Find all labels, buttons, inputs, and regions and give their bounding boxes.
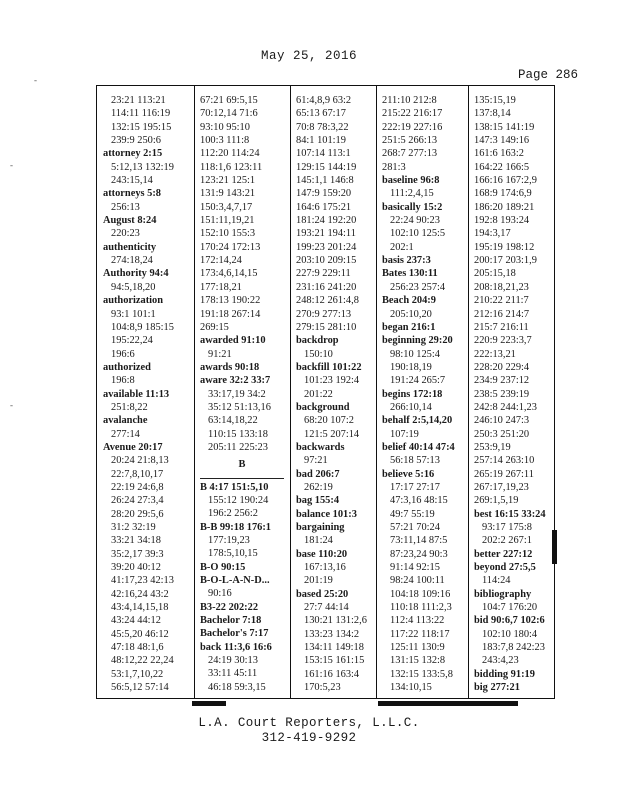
index-reference: 112:4 113:22 — [390, 615, 445, 627]
bottom-edge-marker — [192, 701, 226, 706]
index-reference: 68:20 107:2 — [304, 415, 354, 427]
index-reference: 177:18,21 — [200, 281, 242, 293]
index-reference: 190:18,19 — [390, 361, 432, 373]
index-reference: 161:16 163:4 — [304, 668, 360, 680]
column-divider — [468, 86, 469, 698]
index-reference: 269:15 — [200, 321, 229, 333]
index-term: B3-22 202:22 — [200, 601, 259, 613]
index-term: base 110:20 — [296, 548, 348, 560]
index-term: Bachelor's 7:17 — [200, 628, 269, 640]
index-reference: 239:9 250:6 — [111, 135, 161, 147]
index-reference: 153:15 161:15 — [304, 655, 365, 667]
index-column-1 — [103, 94, 187, 694]
index-reference: 94:5,18,20 — [111, 281, 156, 293]
index-reference: 102:10 180:4 — [482, 628, 538, 640]
index-reference: 24:19 30:13 — [208, 655, 258, 667]
index-reference: 118:1,6 123:11 — [200, 161, 263, 173]
index-term: Beach 204:9 — [382, 295, 436, 307]
index-reference: 134:11 149:18 — [304, 642, 364, 654]
index-reference: 45:5,20 46:12 — [111, 628, 169, 640]
index-reference: 201:19 — [304, 575, 333, 587]
index-reference: 211:10 212:8 — [382, 95, 437, 106]
index-reference: 41:17,23 42:13 — [111, 575, 174, 587]
index-term: aware 32:2 33:7 — [200, 375, 271, 387]
index-term: backdrop — [296, 335, 339, 347]
index-reference: 93:1 101:1 — [111, 308, 156, 320]
index-reference: 70:8 78:3,22 — [296, 121, 349, 133]
index-term: believe 5:16 — [382, 468, 435, 480]
index-reference: 205:15,18 — [474, 268, 516, 280]
index-reference: 199:23 201:24 — [296, 241, 357, 253]
column-divider — [290, 86, 291, 698]
reporter-company: L.A. Court Reporters, L.L.C. — [198, 716, 420, 730]
index-reference: 166:16 167:2,9 — [474, 175, 537, 187]
index-reference: 129:15 144:19 — [296, 161, 357, 173]
index-column-2 — [200, 94, 284, 694]
index-reference: 22:24 90:23 — [390, 215, 440, 227]
index-term: Avenue 20:17 — [103, 441, 163, 453]
index-reference: 123:21 125:1 — [200, 175, 256, 187]
index-term: bid 90:6,7 102:6 — [474, 615, 545, 627]
index-reference: 35:12 51:13,16 — [208, 401, 271, 413]
index-reference: 173:4,6,14,15 — [200, 268, 258, 280]
index-term: attorneys 5:8 — [103, 188, 162, 200]
index-reference: 274:18,24 — [111, 255, 153, 267]
index-reference: 220:9 223:3,7 — [474, 335, 532, 347]
index-reference: 87:23,24 90:3 — [390, 548, 448, 560]
index-reference: 281:3 — [382, 161, 406, 173]
index-term: bibliography — [474, 588, 532, 600]
index-reference: 112:20 114:24 — [200, 148, 260, 160]
section-letter: B — [238, 459, 246, 471]
index-reference: 234:9 237:12 — [474, 375, 530, 387]
index-reference: 202:2 267:1 — [482, 535, 532, 547]
index-term: better 227:12 — [474, 548, 533, 560]
index-reference: 48:12,22 22,24 — [111, 655, 174, 667]
index-reference: 53:1,7,10,22 — [111, 668, 164, 680]
index-reference: 212:16 214:7 — [474, 308, 530, 320]
index-reference: 47:3,16 48:15 — [390, 495, 448, 507]
index-term: basically 15:2 — [382, 201, 443, 213]
index-reference: 195:19 198:12 — [474, 241, 535, 253]
index-reference: 193:21 194:11 — [296, 228, 356, 240]
index-reference: 90:16 — [208, 588, 232, 600]
index-reference: 61:4,8,9 63:2 — [296, 95, 352, 106]
index-reference: 200:17 203:1,9 — [474, 255, 537, 267]
index-reference: 201:22 — [304, 388, 333, 400]
index-reference: 135:15,19 — [474, 95, 516, 106]
index-reference: 47:18 48:1,6 — [111, 642, 164, 654]
index-term: beyond 27:5,5 — [474, 562, 536, 574]
index-reference: 17:17 27:17 — [390, 481, 440, 493]
index-reference: 191:18 267:14 — [200, 308, 261, 320]
index-reference: 196:2 256:2 — [208, 508, 258, 520]
index-term: available 11:13 — [103, 388, 170, 400]
bottom-edge-marker — [378, 701, 518, 706]
index-reference: 164:6 175:21 — [296, 201, 352, 213]
index-term: attorney 2:15 — [103, 148, 163, 160]
index-reference: 150:3,4,7,17 — [200, 201, 253, 213]
index-reference: 98:10 125:4 — [390, 348, 440, 360]
reporter-phone: 312-419-9292 — [261, 731, 357, 745]
index-term: B-B 99:18 176:1 — [200, 521, 271, 533]
index-term: belief 40:14 47:4 — [382, 441, 455, 453]
index-reference: 104:18 109:16 — [390, 588, 451, 600]
index-reference: 243:15,14 — [111, 175, 153, 187]
index-reference: 172:14,24 — [200, 255, 242, 267]
index-reference: 39:20 40:12 — [111, 562, 161, 574]
index-reference: 27:7 44:14 — [304, 602, 349, 614]
index-reference: 147:3 149:16 — [474, 135, 530, 147]
index-reference: 220:23 — [111, 228, 140, 240]
index-term: bargaining — [296, 522, 345, 533]
index-reference: 131:15 132:8 — [390, 655, 446, 667]
index-reference: 93:10 95:10 — [200, 121, 250, 133]
index-reference: 114:24 — [482, 575, 511, 587]
index-reference: 277:14 — [111, 428, 140, 440]
index-reference: 43:24 44:12 — [111, 615, 161, 627]
index-reference: 152:10 155:3 — [200, 228, 256, 240]
index-reference: 63:14,18,22 — [208, 415, 258, 427]
index-reference: 100:3 111:8 — [200, 135, 250, 147]
index-reference: 215:7 216:11 — [474, 321, 529, 333]
index-reference: 121:5 207:14 — [304, 428, 360, 440]
index-reference: 93:17 175:8 — [482, 522, 532, 533]
index-reference: 131:9 143:21 — [200, 188, 256, 200]
index-reference: 265:19 267:11 — [474, 468, 534, 480]
index-reference: 203:10 209:15 — [296, 255, 357, 267]
index-reference: 23:21 113:21 — [111, 95, 166, 106]
index-term: awards 90:18 — [200, 361, 260, 373]
index-term: balance 101:3 — [296, 508, 357, 520]
index-reference: 26:24 27:3,4 — [111, 495, 164, 507]
index-reference: 222:13,21 — [474, 348, 516, 360]
index-term: backfill 101:22 — [296, 361, 362, 373]
index-term: Authority 94:4 — [103, 268, 169, 280]
index-reference: 133:23 134:2 — [304, 628, 360, 640]
index-reference: 28:20 29:5,6 — [111, 508, 164, 520]
index-reference: 56:5,12 57:14 — [111, 682, 169, 694]
index-reference: 279:15 281:10 — [296, 321, 357, 333]
index-reference: 170:5,23 — [304, 682, 341, 694]
index-reference: 33:21 34:18 — [111, 535, 161, 547]
index-reference: 164:22 166:5 — [474, 161, 530, 173]
index-reference: 270:9 277:13 — [296, 308, 352, 320]
index-term: bad 206:7 — [296, 468, 340, 480]
index-term: back 11:3,6 16:6 — [200, 641, 272, 653]
index-reference: 22:7,8,10,17 — [111, 468, 164, 480]
index-reference: 65:13 67:17 — [296, 108, 346, 120]
index-reference: 238:5 239:19 — [474, 388, 530, 400]
index-reference: 132:15 133:5,8 — [390, 668, 453, 680]
index-reference: 117:22 118:17 — [390, 628, 450, 640]
edge-marker — [552, 530, 557, 564]
index-term: basis 237:3 — [382, 255, 431, 267]
index-term: baseline 96:8 — [382, 175, 440, 187]
index-reference: 191:24 265:7 — [390, 375, 446, 387]
index-reference: 208:18,21,23 — [474, 281, 529, 293]
index-reference: 42:16,24 43:2 — [111, 588, 169, 600]
index-reference: 101:23 192:4 — [304, 375, 360, 387]
index-term: awarded 91:10 — [200, 335, 266, 347]
index-reference: 192:8 193:24 — [474, 215, 530, 227]
index-reference: 33:11 45:11 — [208, 668, 258, 680]
index-reference: 268:7 277:13 — [382, 148, 438, 160]
index-term: behalf 2:5,14,20 — [382, 415, 453, 427]
index-reference: 111:2,4,15 — [390, 188, 434, 200]
index-reference: 49:7 55:19 — [390, 508, 435, 520]
index-reference: 250:3 251:20 — [474, 428, 530, 440]
index-reference: 98:24 100:11 — [390, 575, 445, 587]
index-reference: 231:16 241:20 — [296, 281, 357, 293]
index-reference: 43:4,14,15,18 — [111, 602, 169, 614]
index-column-5 — [474, 94, 558, 694]
index-reference: 196:8 — [111, 375, 135, 387]
index-reference: 205:10,20 — [390, 308, 432, 320]
index-term: bag 155:4 — [296, 495, 340, 507]
index-reference: 181:24 — [304, 535, 333, 547]
index-reference: 35:2,17 39:3 — [111, 548, 164, 560]
index-reference: 91:14 92:15 — [390, 562, 440, 574]
index-reference: 177:19,23 — [208, 535, 250, 546]
index-reference: 138:15 141:19 — [474, 121, 535, 133]
index-reference: 267:17,19,23 — [474, 481, 529, 493]
margin-mark: - — [10, 160, 13, 170]
index-reference: 150:10 — [304, 348, 333, 360]
index-reference: 57:21 70:24 — [390, 522, 440, 533]
index-reference: 31:2 32:19 — [111, 522, 156, 533]
index-reference: 248:12 261:4,8 — [296, 295, 359, 307]
index-term: backwards — [296, 441, 345, 453]
index-reference: 161:6 163:2 — [474, 148, 524, 160]
index-reference: 56:18 57:13 — [390, 455, 440, 467]
index-reference: 246:10 247:3 — [474, 415, 530, 427]
section-rule — [200, 472, 284, 479]
index-reference: 107:19 — [390, 428, 419, 440]
index-reference: 104:8,9 185:15 — [111, 321, 174, 333]
index-reference: 151:11,19,21 — [200, 215, 255, 227]
index-reference: 132:15 195:15 — [111, 121, 172, 133]
index-reference: 215:22 216:17 — [382, 108, 443, 120]
index-reference: 256:13 — [111, 201, 140, 213]
index-term: B-O 90:15 — [200, 561, 246, 573]
index-reference: 251:8,22 — [111, 401, 148, 413]
index-column-4 — [382, 94, 466, 694]
index-reference: 67:21 69:5,15 — [200, 95, 258, 106]
index-reference: 107:14 113:1 — [296, 148, 351, 160]
index-reference: 257:14 263:10 — [474, 455, 535, 467]
index-reference: 266:10,14 — [390, 401, 432, 413]
index-term: begins 172:18 — [382, 388, 443, 400]
index-reference: 227:9 229:11 — [296, 268, 351, 280]
index-term: Bates 130:11 — [382, 268, 438, 280]
index-reference: 181:24 192:20 — [296, 215, 357, 227]
index-reference: 253:9,19 — [474, 441, 511, 453]
index-reference: 110:18 111:2,3 — [390, 602, 452, 614]
index-reference: 102:10 125:5 — [390, 228, 446, 240]
index-reference: 147:9 159:20 — [296, 188, 352, 200]
index-reference: 145:1,1 146:8 — [296, 175, 354, 187]
index-reference: 22:19 24:6,8 — [111, 481, 164, 493]
index-term: authorized — [103, 361, 151, 373]
index-reference: 155:12 190:24 — [208, 494, 269, 506]
index-reference: 222:19 227:16 — [382, 121, 443, 133]
index-reference: 205:11 225:23 — [208, 441, 268, 453]
index-reference: 5:12,13 132:19 — [111, 161, 174, 173]
index-reference: 196:6 — [111, 348, 135, 360]
index-reference: 194:3,17 — [474, 228, 511, 240]
index-reference: 125:11 130:9 — [390, 642, 445, 654]
index-term: B 4:17 151:5,10 — [200, 481, 269, 493]
margin-mark: - — [10, 400, 13, 410]
index-term: authorization — [103, 295, 164, 307]
index-term: Bachelor 7:18 — [200, 615, 262, 627]
index-reference: 70:12,14 71:6 — [200, 108, 258, 120]
index-reference: 186:20 189:21 — [474, 201, 535, 213]
index-reference: 195:22,24 — [111, 335, 153, 347]
index-reference: 228:20 229:4 — [474, 361, 530, 373]
index-reference: 183:7,8 242:23 — [482, 642, 545, 654]
index-reference: 104:7 176:20 — [482, 602, 538, 614]
index-reference: 130:21 131:2,6 — [304, 615, 367, 627]
index-term: bidding 91:19 — [474, 668, 535, 680]
index-reference: 178:5,10,15 — [208, 548, 258, 560]
index-reference: 110:15 133:18 — [208, 428, 268, 440]
index-reference: 97:21 — [304, 455, 328, 467]
index-reference: 210:22 211:7 — [474, 295, 529, 307]
index-term: best 16:15 33:24 — [474, 508, 546, 520]
index-term: beginning 29:20 — [382, 335, 453, 347]
index-reference: 134:10,15 — [390, 682, 432, 694]
index-reference: 91:21 — [208, 348, 232, 360]
index-reference: 114:11 116:19 — [111, 108, 171, 120]
column-divider — [194, 86, 195, 698]
transcript-date: May 25, 2016 — [260, 49, 357, 63]
index-term: B-O-L-A-N-D... — [200, 575, 270, 587]
index-reference: 251:5 266:13 — [382, 135, 438, 147]
index-reference: 178:13 190:22 — [200, 295, 261, 307]
index-reference: 242:8 244:1,23 — [474, 401, 537, 413]
index-term: big 277:21 — [474, 682, 520, 694]
index-reference: 262:19 — [304, 481, 333, 493]
index-term: avalanche — [103, 415, 148, 427]
index-term: based 25:20 — [296, 588, 349, 600]
page-number: Page 286 — [517, 68, 578, 82]
index-reference: 243:4,23 — [482, 655, 519, 667]
index-reference: 33:17,19 34:2 — [208, 388, 266, 400]
index-reference: 20:24 21:8,13 — [111, 455, 169, 467]
index-reference: 167:13,16 — [304, 562, 346, 574]
index-column-3 — [296, 94, 380, 694]
index-reference: 256:23 257:4 — [390, 281, 446, 293]
index-term: August 8:24 — [103, 215, 157, 227]
column-divider — [376, 86, 377, 698]
index-term: authenticity — [103, 241, 157, 253]
index-reference: 137:8,14 — [474, 108, 511, 120]
margin-mark: - — [34, 75, 37, 85]
index-term: began 216:1 — [382, 321, 436, 333]
index-reference: 168:9 174:6,9 — [474, 188, 532, 200]
index-term: background — [296, 401, 350, 413]
index-reference: 269:1,5,19 — [474, 495, 519, 507]
index-reference: 73:11,14 87:5 — [390, 535, 448, 547]
word-index-table — [96, 85, 555, 699]
index-reference: 84:1 101:19 — [296, 135, 346, 147]
index-reference: 46:18 59:3,15 — [208, 681, 266, 693]
index-reference: 170:24 172:13 — [200, 241, 261, 253]
index-reference: 202:1 — [390, 241, 414, 253]
